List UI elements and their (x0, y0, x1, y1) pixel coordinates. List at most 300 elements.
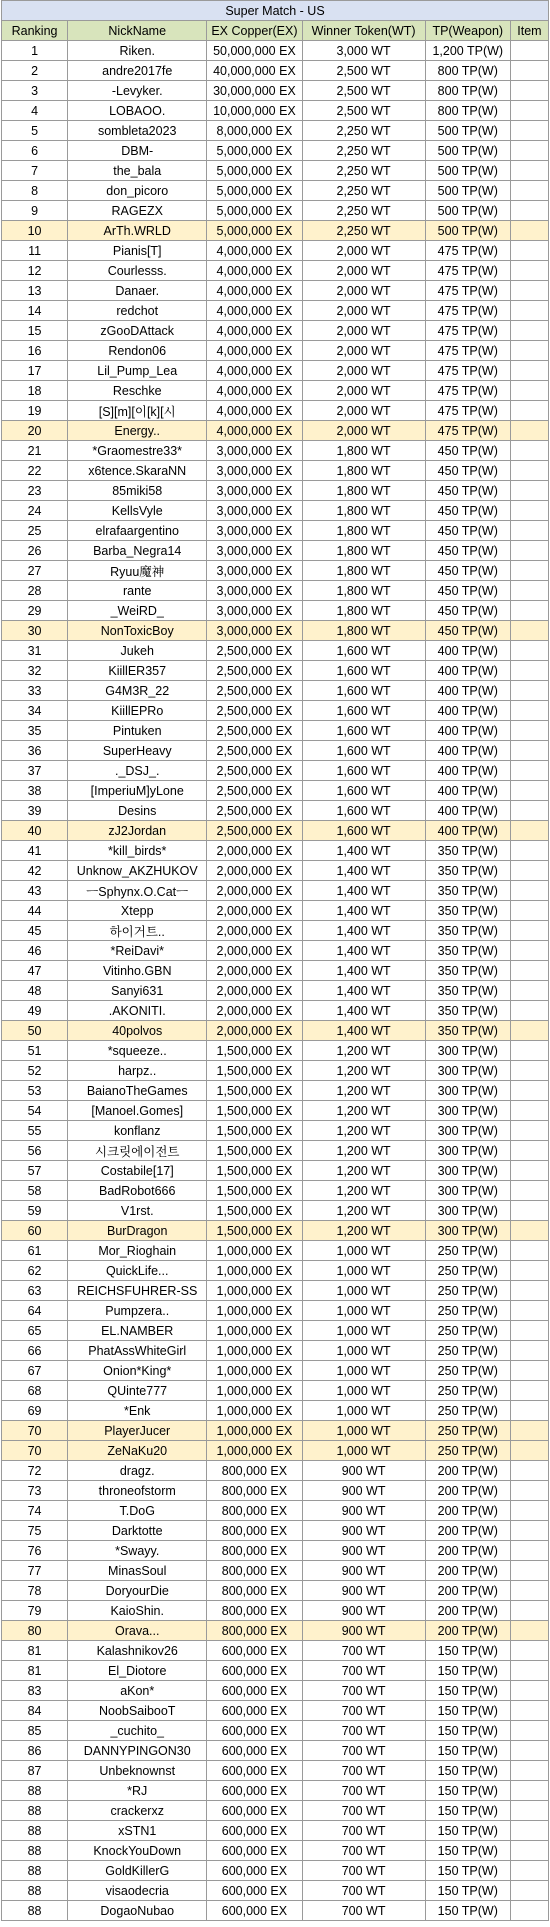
ex-copper-cell: 1,000,000 EX (207, 1441, 302, 1461)
table-row (2, 441, 549, 461)
winner-token-cell: 1,000 WT (302, 1261, 425, 1281)
tp-weapon-cell: 350 TP(W) (425, 881, 510, 901)
ranking-cell: 17 (2, 361, 68, 381)
item-cell (510, 321, 548, 341)
nickname-cell: *Swayy. (68, 1541, 207, 1561)
tp-weapon-cell: 800 TP(W) (425, 81, 510, 101)
winner-token-cell: 2,500 WT (302, 81, 425, 101)
table-row (2, 1581, 549, 1601)
winner-token-cell: 1,000 WT (302, 1421, 425, 1441)
ex-copper-cell: 800,000 EX (207, 1601, 302, 1621)
winner-token-cell: 1,200 WT (302, 1201, 425, 1221)
table-row (2, 1021, 549, 1041)
winner-token-cell: 700 WT (302, 1821, 425, 1841)
nickname-cell: NonToxicBoy (68, 621, 207, 641)
winner-token-cell: 1,400 WT (302, 961, 425, 981)
ex-copper-cell: 600,000 EX (207, 1881, 302, 1901)
winner-token-cell: 1,600 WT (302, 661, 425, 681)
tp-weapon-cell: 500 TP(W) (425, 141, 510, 161)
ranking-cell: 1 (2, 41, 68, 61)
ex-copper-cell: 3,000,000 EX (207, 481, 302, 501)
winner-token-cell: 1,200 WT (302, 1181, 425, 1201)
nickname-cell: DogaoNubao (68, 1901, 207, 1921)
table-row (2, 481, 549, 501)
ranking-cell: 24 (2, 501, 68, 521)
ex-copper-cell: 1,500,000 EX (207, 1081, 302, 1101)
ex-copper-cell: 2,000,000 EX (207, 861, 302, 881)
tp-weapon-cell: 250 TP(W) (425, 1401, 510, 1421)
winner-token-cell: 2,000 WT (302, 281, 425, 301)
winner-token-cell: 1,400 WT (302, 941, 425, 961)
ex-copper-cell: 1,000,000 EX (207, 1421, 302, 1441)
ranking-cell: 79 (2, 1601, 68, 1621)
ex-copper-cell: 2,500,000 EX (207, 741, 302, 761)
ranking-cell: 54 (2, 1101, 68, 1121)
ranking-cell: 43 (2, 881, 68, 901)
nickname-cell: 하이거트.. (68, 921, 207, 941)
ranking-cell: 88 (2, 1841, 68, 1861)
winner-token-cell: 2,000 WT (302, 301, 425, 321)
tp-weapon-cell: 300 TP(W) (425, 1121, 510, 1141)
ranking-cell: 83 (2, 1681, 68, 1701)
ranking-cell: 33 (2, 681, 68, 701)
winner-token-cell: 1,800 WT (302, 481, 425, 501)
item-cell (510, 521, 548, 541)
ex-copper-cell: 3,000,000 EX (207, 461, 302, 481)
tp-weapon-cell: 450 TP(W) (425, 601, 510, 621)
item-cell (510, 201, 548, 221)
item-cell (510, 1421, 548, 1441)
table-row (2, 81, 549, 101)
tp-weapon-cell: 450 TP(W) (425, 621, 510, 641)
winner-token-cell: 1,000 WT (302, 1281, 425, 1301)
tp-weapon-cell: 250 TP(W) (425, 1361, 510, 1381)
winner-token-cell: 1,400 WT (302, 921, 425, 941)
item-cell (510, 381, 548, 401)
table-row (2, 781, 549, 801)
winner-token-cell: 2,000 WT (302, 401, 425, 421)
winner-token-cell: 2,000 WT (302, 361, 425, 381)
tp-weapon-cell: 250 TP(W) (425, 1421, 510, 1441)
winner-token-cell: 1,000 WT (302, 1321, 425, 1341)
ranking-cell: 12 (2, 261, 68, 281)
tp-weapon-cell: 150 TP(W) (425, 1881, 510, 1901)
item-cell (510, 801, 548, 821)
item-cell (510, 1761, 548, 1781)
ranking-cell: 46 (2, 941, 68, 961)
tp-weapon-cell: 475 TP(W) (425, 301, 510, 321)
item-cell (510, 841, 548, 861)
winner-token-cell: 1,600 WT (302, 701, 425, 721)
ranking-cell: 50 (2, 1021, 68, 1041)
tp-weapon-cell: 150 TP(W) (425, 1661, 510, 1681)
nickname-cell: rante (68, 581, 207, 601)
ex-copper-cell: 2,000,000 EX (207, 961, 302, 981)
ranking-cell: 2 (2, 61, 68, 81)
ranking-cell: 81 (2, 1641, 68, 1661)
nickname-cell: 40polvos (68, 1021, 207, 1041)
tp-weapon-cell: 250 TP(W) (425, 1241, 510, 1261)
table-row (2, 1841, 549, 1861)
tp-weapon-cell: 250 TP(W) (425, 1321, 510, 1341)
item-cell (510, 1661, 548, 1681)
tp-weapon-cell: 400 TP(W) (425, 741, 510, 761)
nickname-cell: dragz. (68, 1461, 207, 1481)
item-cell (510, 1021, 548, 1041)
winner-token-cell: 1,200 WT (302, 1041, 425, 1061)
winner-token-cell: 1,800 WT (302, 561, 425, 581)
table-row (2, 921, 549, 941)
nickname-cell: .AKONITI. (68, 1001, 207, 1021)
table-row (2, 1741, 549, 1761)
nickname-cell: REICHSFUHRER-SS (68, 1281, 207, 1301)
ranking-cell: 86 (2, 1741, 68, 1761)
ranking-cell: 6 (2, 141, 68, 161)
tp-weapon-cell: 300 TP(W) (425, 1221, 510, 1241)
ranking-cell: 8 (2, 181, 68, 201)
table-row (2, 901, 549, 921)
nickname-cell: ._DSJ_. (68, 761, 207, 781)
ranking-cell: 23 (2, 481, 68, 501)
tp-weapon-cell: 475 TP(W) (425, 321, 510, 341)
tp-weapon-cell: 475 TP(W) (425, 401, 510, 421)
item-cell (510, 61, 548, 81)
tp-weapon-cell: 400 TP(W) (425, 661, 510, 681)
item-cell (510, 141, 548, 161)
nickname-cell: PlayerJucer (68, 1421, 207, 1441)
winner-token-cell: 1,800 WT (302, 501, 425, 521)
tp-weapon-cell: 200 TP(W) (425, 1501, 510, 1521)
winner-token-cell: 2,000 WT (302, 421, 425, 441)
table-row (2, 161, 549, 181)
winner-token-cell: 1,400 WT (302, 981, 425, 1001)
table-row (2, 1461, 549, 1481)
ranking-cell: 38 (2, 781, 68, 801)
ex-copper-cell: 2,000,000 EX (207, 1021, 302, 1041)
item-cell (510, 881, 548, 901)
item-cell (510, 1121, 548, 1141)
item-cell (510, 1741, 548, 1761)
ranking-cell: 81 (2, 1661, 68, 1681)
ranking-cell: 36 (2, 741, 68, 761)
nickname-cell: Ryuu魔神 (68, 561, 207, 581)
winner-token-cell: 1,000 WT (302, 1341, 425, 1361)
ex-copper-cell: 5,000,000 EX (207, 141, 302, 161)
tp-weapon-cell: 200 TP(W) (425, 1461, 510, 1481)
ex-copper-cell: 600,000 EX (207, 1801, 302, 1821)
item-cell (510, 701, 548, 721)
nickname-cell: 시크릿에이전트 (68, 1141, 207, 1161)
ex-copper-cell: 5,000,000 EX (207, 181, 302, 201)
item-cell (510, 1541, 548, 1561)
nickname-cell: Barba_Negra14 (68, 541, 207, 561)
tp-weapon-cell: 150 TP(W) (425, 1761, 510, 1781)
nickname-cell: Sanyi631 (68, 981, 207, 1001)
ranking-cell: 40 (2, 821, 68, 841)
winner-token-cell: 900 WT (302, 1501, 425, 1521)
nickname-cell: Orava... (68, 1621, 207, 1641)
item-cell (510, 1261, 548, 1281)
table-row (2, 1901, 549, 1921)
table-row (2, 1781, 549, 1801)
item-cell (510, 721, 548, 741)
ranking-table (1, 0, 549, 1921)
ranking-cell: 19 (2, 401, 68, 421)
item-cell (510, 421, 548, 441)
table-row (2, 501, 549, 521)
table-row (2, 1141, 549, 1161)
ranking-cell: 58 (2, 1181, 68, 1201)
item-cell (510, 1041, 548, 1061)
nickname-cell: *RJ (68, 1781, 207, 1801)
nickname-cell: harpz.. (68, 1061, 207, 1081)
item-cell (510, 1101, 548, 1121)
winner-token-cell: 700 WT (302, 1761, 425, 1781)
ranking-cell: 88 (2, 1861, 68, 1881)
ranking-cell: 88 (2, 1801, 68, 1821)
item-cell (510, 1441, 548, 1461)
nickname-cell: RAGEZX (68, 201, 207, 221)
ex-copper-cell: 30,000,000 EX (207, 81, 302, 101)
nickname-cell: the_bala (68, 161, 207, 181)
item-cell (510, 941, 548, 961)
winner-token-cell: 900 WT (302, 1581, 425, 1601)
ranking-cell: 27 (2, 561, 68, 581)
item-cell (510, 181, 548, 201)
winner-token-cell: 1,600 WT (302, 721, 425, 741)
nickname-cell: *ReiDavi* (68, 941, 207, 961)
nickname-cell: Energy.. (68, 421, 207, 441)
ranking-cell: 45 (2, 921, 68, 941)
tp-weapon-cell: 200 TP(W) (425, 1601, 510, 1621)
ex-copper-cell: 600,000 EX (207, 1641, 302, 1661)
table-row (2, 821, 549, 841)
item-cell (510, 1641, 548, 1661)
tp-weapon-cell: 475 TP(W) (425, 361, 510, 381)
ex-copper-cell: 600,000 EX (207, 1821, 302, 1841)
table-row (2, 1381, 549, 1401)
table-row (2, 1641, 549, 1661)
winner-token-cell: 1,600 WT (302, 641, 425, 661)
table-row (2, 1621, 549, 1641)
nickname-cell: redchot (68, 301, 207, 321)
tp-weapon-cell: 475 TP(W) (425, 341, 510, 361)
ranking-cell: 35 (2, 721, 68, 741)
item-cell (510, 761, 548, 781)
winner-token-cell: 1,000 WT (302, 1381, 425, 1401)
tp-weapon-cell: 200 TP(W) (425, 1541, 510, 1561)
nickname-cell: El_Diotore (68, 1661, 207, 1681)
ex-copper-cell: 3,000,000 EX (207, 601, 302, 621)
winner-token-cell: 2,250 WT (302, 221, 425, 241)
table-row (2, 1501, 549, 1521)
ex-copper-cell: 4,000,000 EX (207, 421, 302, 441)
ex-copper-cell: 600,000 EX (207, 1701, 302, 1721)
winner-token-cell: 2,000 WT (302, 261, 425, 281)
nickname-cell: GoldKillerG (68, 1861, 207, 1881)
ex-copper-cell: 2,500,000 EX (207, 641, 302, 661)
tp-weapon-cell: 200 TP(W) (425, 1481, 510, 1501)
nickname-cell: Unknow_AKZHUKOV (68, 861, 207, 881)
tp-weapon-cell: 450 TP(W) (425, 441, 510, 461)
ex-copper-cell: 800,000 EX (207, 1461, 302, 1481)
nickname-cell: T.DoG (68, 1501, 207, 1521)
nickname-cell: KiillEPRo (68, 701, 207, 721)
nickname-cell: aKon* (68, 1681, 207, 1701)
ex-copper-cell: 800,000 EX (207, 1581, 302, 1601)
tp-weapon-cell: 400 TP(W) (425, 701, 510, 721)
ex-copper-cell: 4,000,000 EX (207, 361, 302, 381)
tp-weapon-cell: 475 TP(W) (425, 241, 510, 261)
nickname-cell: Mor_Rioghain (68, 1241, 207, 1261)
item-cell (510, 341, 548, 361)
tp-weapon-cell: 150 TP(W) (425, 1781, 510, 1801)
nickname-cell: Pianis[T] (68, 241, 207, 261)
item-cell (510, 1061, 548, 1081)
nickname-cell: Rendon06 (68, 341, 207, 361)
tp-weapon-cell: 250 TP(W) (425, 1261, 510, 1281)
ranking-cell: 66 (2, 1341, 68, 1361)
item-cell (510, 1141, 548, 1161)
winner-token-cell: 2,250 WT (302, 201, 425, 221)
ranking-cell: 26 (2, 541, 68, 561)
table-row (2, 1001, 549, 1021)
tp-weapon-cell: 250 TP(W) (425, 1381, 510, 1401)
nickname-cell: DBM- (68, 141, 207, 161)
column-header-item: Item (510, 21, 548, 41)
ranking-cell: 9 (2, 201, 68, 221)
ranking-cell: 10 (2, 221, 68, 241)
winner-token-cell: 1,200 WT (302, 1081, 425, 1101)
ex-copper-cell: 2,500,000 EX (207, 681, 302, 701)
ex-copper-cell: 3,000,000 EX (207, 581, 302, 601)
table-row (2, 321, 549, 341)
tp-weapon-cell: 500 TP(W) (425, 121, 510, 141)
item-cell (510, 1001, 548, 1021)
ex-copper-cell: 3,000,000 EX (207, 521, 302, 541)
table-row (2, 141, 549, 161)
nickname-cell: crackerxz (68, 1801, 207, 1821)
table-row (2, 1701, 549, 1721)
nickname-cell: konflanz (68, 1121, 207, 1141)
table-row (2, 521, 549, 541)
table-row (2, 581, 549, 601)
winner-token-cell: 700 WT (302, 1901, 425, 1921)
ranking-cell: 42 (2, 861, 68, 881)
winner-token-cell: 900 WT (302, 1601, 425, 1621)
nickname-cell: *kill_birds* (68, 841, 207, 861)
ex-copper-cell: 50,000,000 EX (207, 41, 302, 61)
ranking-cell: 51 (2, 1041, 68, 1061)
table-row (2, 1541, 549, 1561)
nickname-cell: ㅡSphynx.O.Catㅡ (68, 881, 207, 901)
ex-copper-cell: 3,000,000 EX (207, 621, 302, 641)
nickname-cell: don_picoro (68, 181, 207, 201)
nickname-cell: Unbeknownst (68, 1761, 207, 1781)
winner-token-cell: 1,600 WT (302, 761, 425, 781)
tp-weapon-cell: 350 TP(W) (425, 981, 510, 1001)
winner-token-cell: 1,400 WT (302, 881, 425, 901)
ranking-cell: 52 (2, 1061, 68, 1081)
tp-weapon-cell: 300 TP(W) (425, 1101, 510, 1121)
item-cell (510, 481, 548, 501)
ex-copper-cell: 800,000 EX (207, 1561, 302, 1581)
ranking-cell: 65 (2, 1321, 68, 1341)
ex-copper-cell: 1,000,000 EX (207, 1261, 302, 1281)
ex-copper-cell: 4,000,000 EX (207, 281, 302, 301)
ex-copper-cell: 600,000 EX (207, 1721, 302, 1741)
nickname-cell: Jukeh (68, 641, 207, 661)
ranking-cell: 62 (2, 1261, 68, 1281)
nickname-cell: Lil_Pump_Lea (68, 361, 207, 381)
ranking-cell: 73 (2, 1481, 68, 1501)
ex-copper-cell: 5,000,000 EX (207, 221, 302, 241)
table-row (2, 1341, 549, 1361)
table-row (2, 701, 549, 721)
winner-token-cell: 700 WT (302, 1881, 425, 1901)
ex-copper-cell: 2,000,000 EX (207, 841, 302, 861)
ex-copper-cell: 800,000 EX (207, 1621, 302, 1641)
tp-weapon-cell: 350 TP(W) (425, 901, 510, 921)
ranking-cell: 53 (2, 1081, 68, 1101)
item-cell (510, 1401, 548, 1421)
nickname-cell: DoryourDie (68, 1581, 207, 1601)
table-row (2, 221, 549, 241)
nickname-cell: Xtepp (68, 901, 207, 921)
table-row (2, 661, 549, 681)
ranking-cell: 74 (2, 1501, 68, 1521)
winner-token-cell: 1,800 WT (302, 541, 425, 561)
tp-weapon-cell: 150 TP(W) (425, 1861, 510, 1881)
ex-copper-cell: 1,000,000 EX (207, 1281, 302, 1301)
nickname-cell: NoobSaibooT (68, 1701, 207, 1721)
winner-token-cell: 1,000 WT (302, 1241, 425, 1261)
item-cell (510, 821, 548, 841)
tp-weapon-cell: 475 TP(W) (425, 381, 510, 401)
ranking-cell: 88 (2, 1781, 68, 1801)
nickname-cell: KiillER357 (68, 661, 207, 681)
nickname-cell: ZeNaKu20 (68, 1441, 207, 1461)
table-row (2, 461, 549, 481)
winner-token-cell: 900 WT (302, 1481, 425, 1501)
ex-copper-cell: 1,500,000 EX (207, 1041, 302, 1061)
tp-weapon-cell: 475 TP(W) (425, 281, 510, 301)
ranking-cell: 60 (2, 1221, 68, 1241)
item-cell (510, 1201, 548, 1221)
winner-token-cell: 2,250 WT (302, 161, 425, 181)
table-row (2, 1721, 549, 1741)
ex-copper-cell: 1,500,000 EX (207, 1121, 302, 1141)
ex-copper-cell: 3,000,000 EX (207, 501, 302, 521)
ranking-cell: 87 (2, 1761, 68, 1781)
nickname-cell: LOBAOO. (68, 101, 207, 121)
tp-weapon-cell: 150 TP(W) (425, 1641, 510, 1661)
ranking-cell: 31 (2, 641, 68, 661)
tp-weapon-cell: 200 TP(W) (425, 1581, 510, 1601)
nickname-cell: throneofstorm (68, 1481, 207, 1501)
ex-copper-cell: 2,500,000 EX (207, 701, 302, 721)
ranking-cell: 70 (2, 1421, 68, 1441)
table-row (2, 381, 549, 401)
item-cell (510, 1301, 548, 1321)
item-cell (510, 401, 548, 421)
ex-copper-cell: 8,000,000 EX (207, 121, 302, 141)
ex-copper-cell: 600,000 EX (207, 1661, 302, 1681)
item-cell (510, 961, 548, 981)
winner-token-cell: 2,250 WT (302, 141, 425, 161)
ex-copper-cell: 2,000,000 EX (207, 901, 302, 921)
tp-weapon-cell: 500 TP(W) (425, 201, 510, 221)
